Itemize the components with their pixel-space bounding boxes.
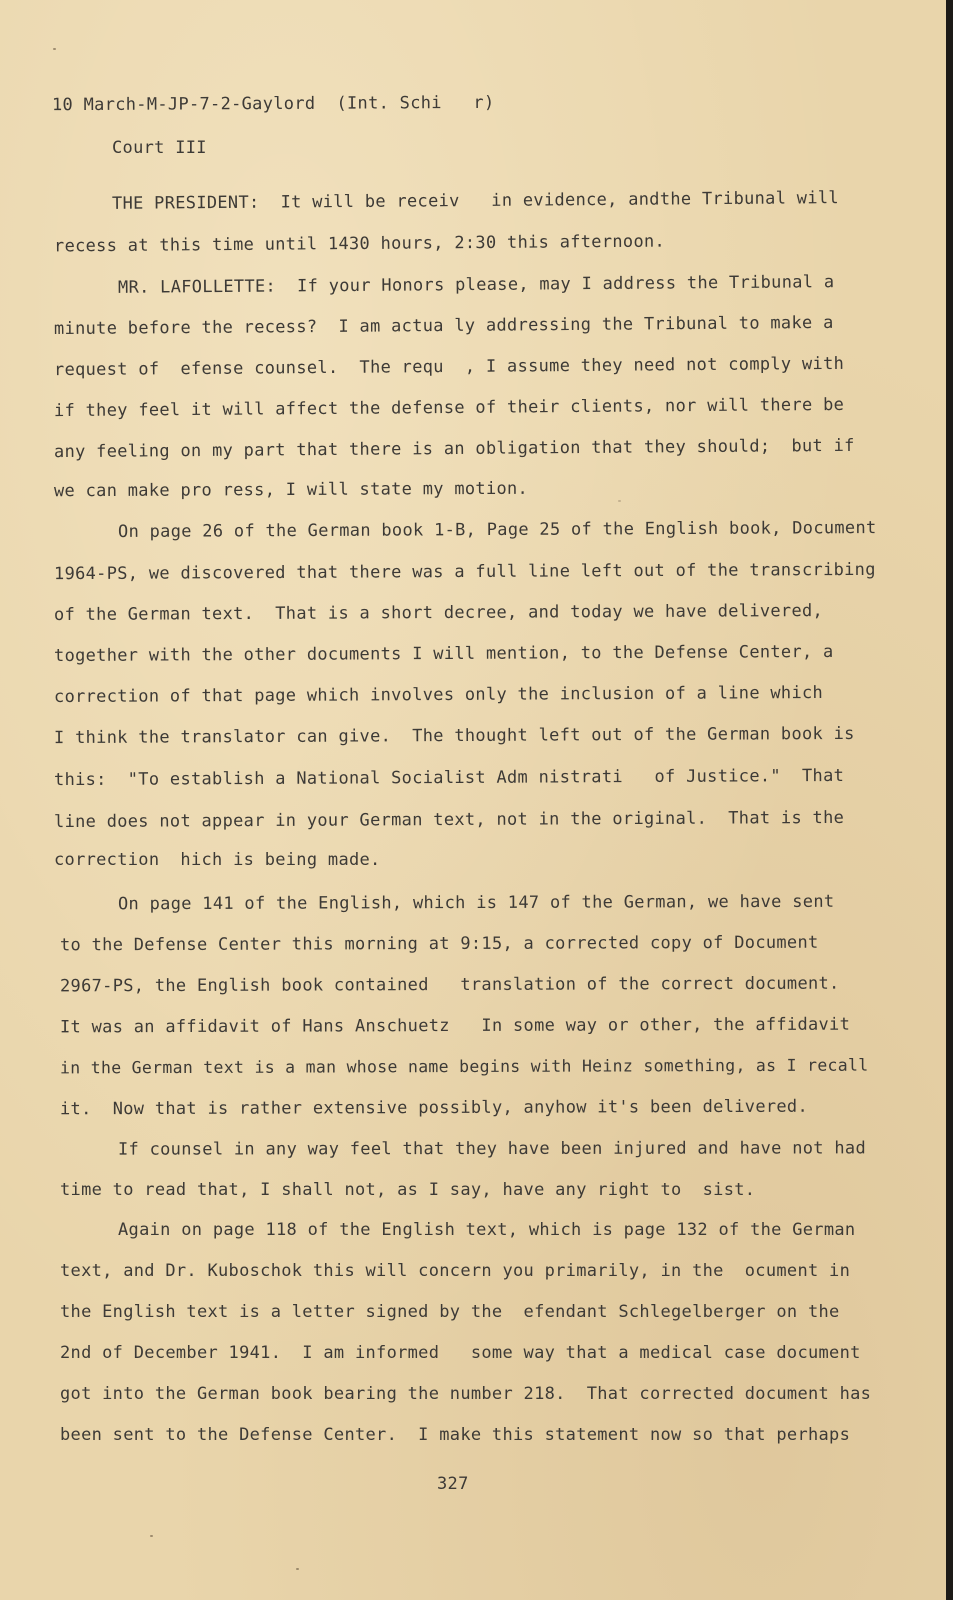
transcript-line: line does not appear in your German text, not in the original. That is the [53, 807, 845, 833]
paper-speck [150, 1535, 153, 1537]
transcript-line: correction hich is being made. [54, 850, 381, 870]
transcript-line: minute before the recess? I am actua ly addressing the Tribunal to make a [53, 312, 834, 340]
paper-speck [296, 1568, 299, 1570]
transcript-line: of the German text. That is a short decree, and today we have delivered, [53, 600, 824, 626]
transcript-line: Again on page 118 of the English text, which is page 132 of the German [118, 1220, 856, 1240]
transcript-line: 1964-PS, we discovered that there was a full line left out of the transcribing [53, 559, 876, 585]
transcript-line: On page 26 of the German book 1-B, Page 25 of the English book, Document [117, 518, 877, 542]
paper-speck [53, 48, 56, 50]
transcript-line: any feeling on my part that there is an obligation that they should; but if [53, 435, 855, 463]
transcript-line: THE PRESIDENT: It will be receiv in evidence, andthe Tribunal will [111, 188, 839, 214]
transcript-line: correction of that page which involves only the inclusion of a line which [53, 682, 824, 708]
transcript-line: this: "To establish a National Socialist Adm nistrati of Justice." That [53, 765, 845, 791]
transcript-line: On page 141 of the English, which is 147 of the German, we have sent [117, 891, 835, 915]
transcript-line: 2nd of December 1941. I am informed some way that a medical case document [60, 1343, 861, 1363]
transcript-line: It was an affidavit of Hans Anschuetz In some way or other, the affidavit [59, 1014, 851, 1038]
transcript-line: we can make pro ress, I will state my motion. [53, 478, 529, 502]
transcript-line: the English text is a letter signed by the efendant Schlegelberger on the [60, 1302, 840, 1322]
scan-edge [946, 0, 953, 1600]
transcript-line: it. Now that is rather extensive possibly, anyhow it's been delivered. [59, 1096, 809, 1120]
transcript-line: If counsel in any way feel that they have been injured and have not had [117, 1138, 867, 1160]
transcript-line: text, and Dr. Kuboschok this will concern you primarily, in the ocument in [60, 1261, 851, 1281]
transcript-header: 10 March-M-JP-7-2-Gaylord (Int. Schi r) [51, 92, 495, 116]
paper-speck [618, 500, 621, 502]
transcript-line: to the Defense Center this morning at 9:15, a corrected copy of Document [59, 932, 819, 956]
transcript-line: request of efense counsel. The requ , I assume they need not comply with [53, 353, 845, 381]
transcript-line: together with the other documents I will mention, to the Defense Center, a [53, 641, 834, 667]
court-label: Court III [112, 138, 207, 158]
transcript-line: been sent to the Defense Center. I make this statement now so that perhaps [60, 1425, 851, 1445]
page-number: 327 [437, 1474, 469, 1494]
transcript-line: I think the translator can give. The thought left out of the German book is [53, 723, 855, 749]
transcript-line: time to read that, I shall not, as I say, have any right to sist. [60, 1180, 756, 1200]
transcript-line: got into the German book bearing the number 218. That corrected document has [60, 1384, 872, 1404]
transcript-line: if they feel it will affect the defense of their clients, nor will there be [53, 394, 845, 422]
transcript-line: MR. LAFOLLETTE: If your Honors please, may I address the Tribunal a [117, 272, 835, 298]
transcript-line: in the German text is a man whose name begins with Heinz something, as I recall [59, 1055, 869, 1078]
transcript-line: 2967-PS, the English book contained translation of the correct document. [59, 973, 840, 997]
transcript-line: recess at this time until 1430 hours, 2:30 this afternoon. [53, 231, 666, 257]
